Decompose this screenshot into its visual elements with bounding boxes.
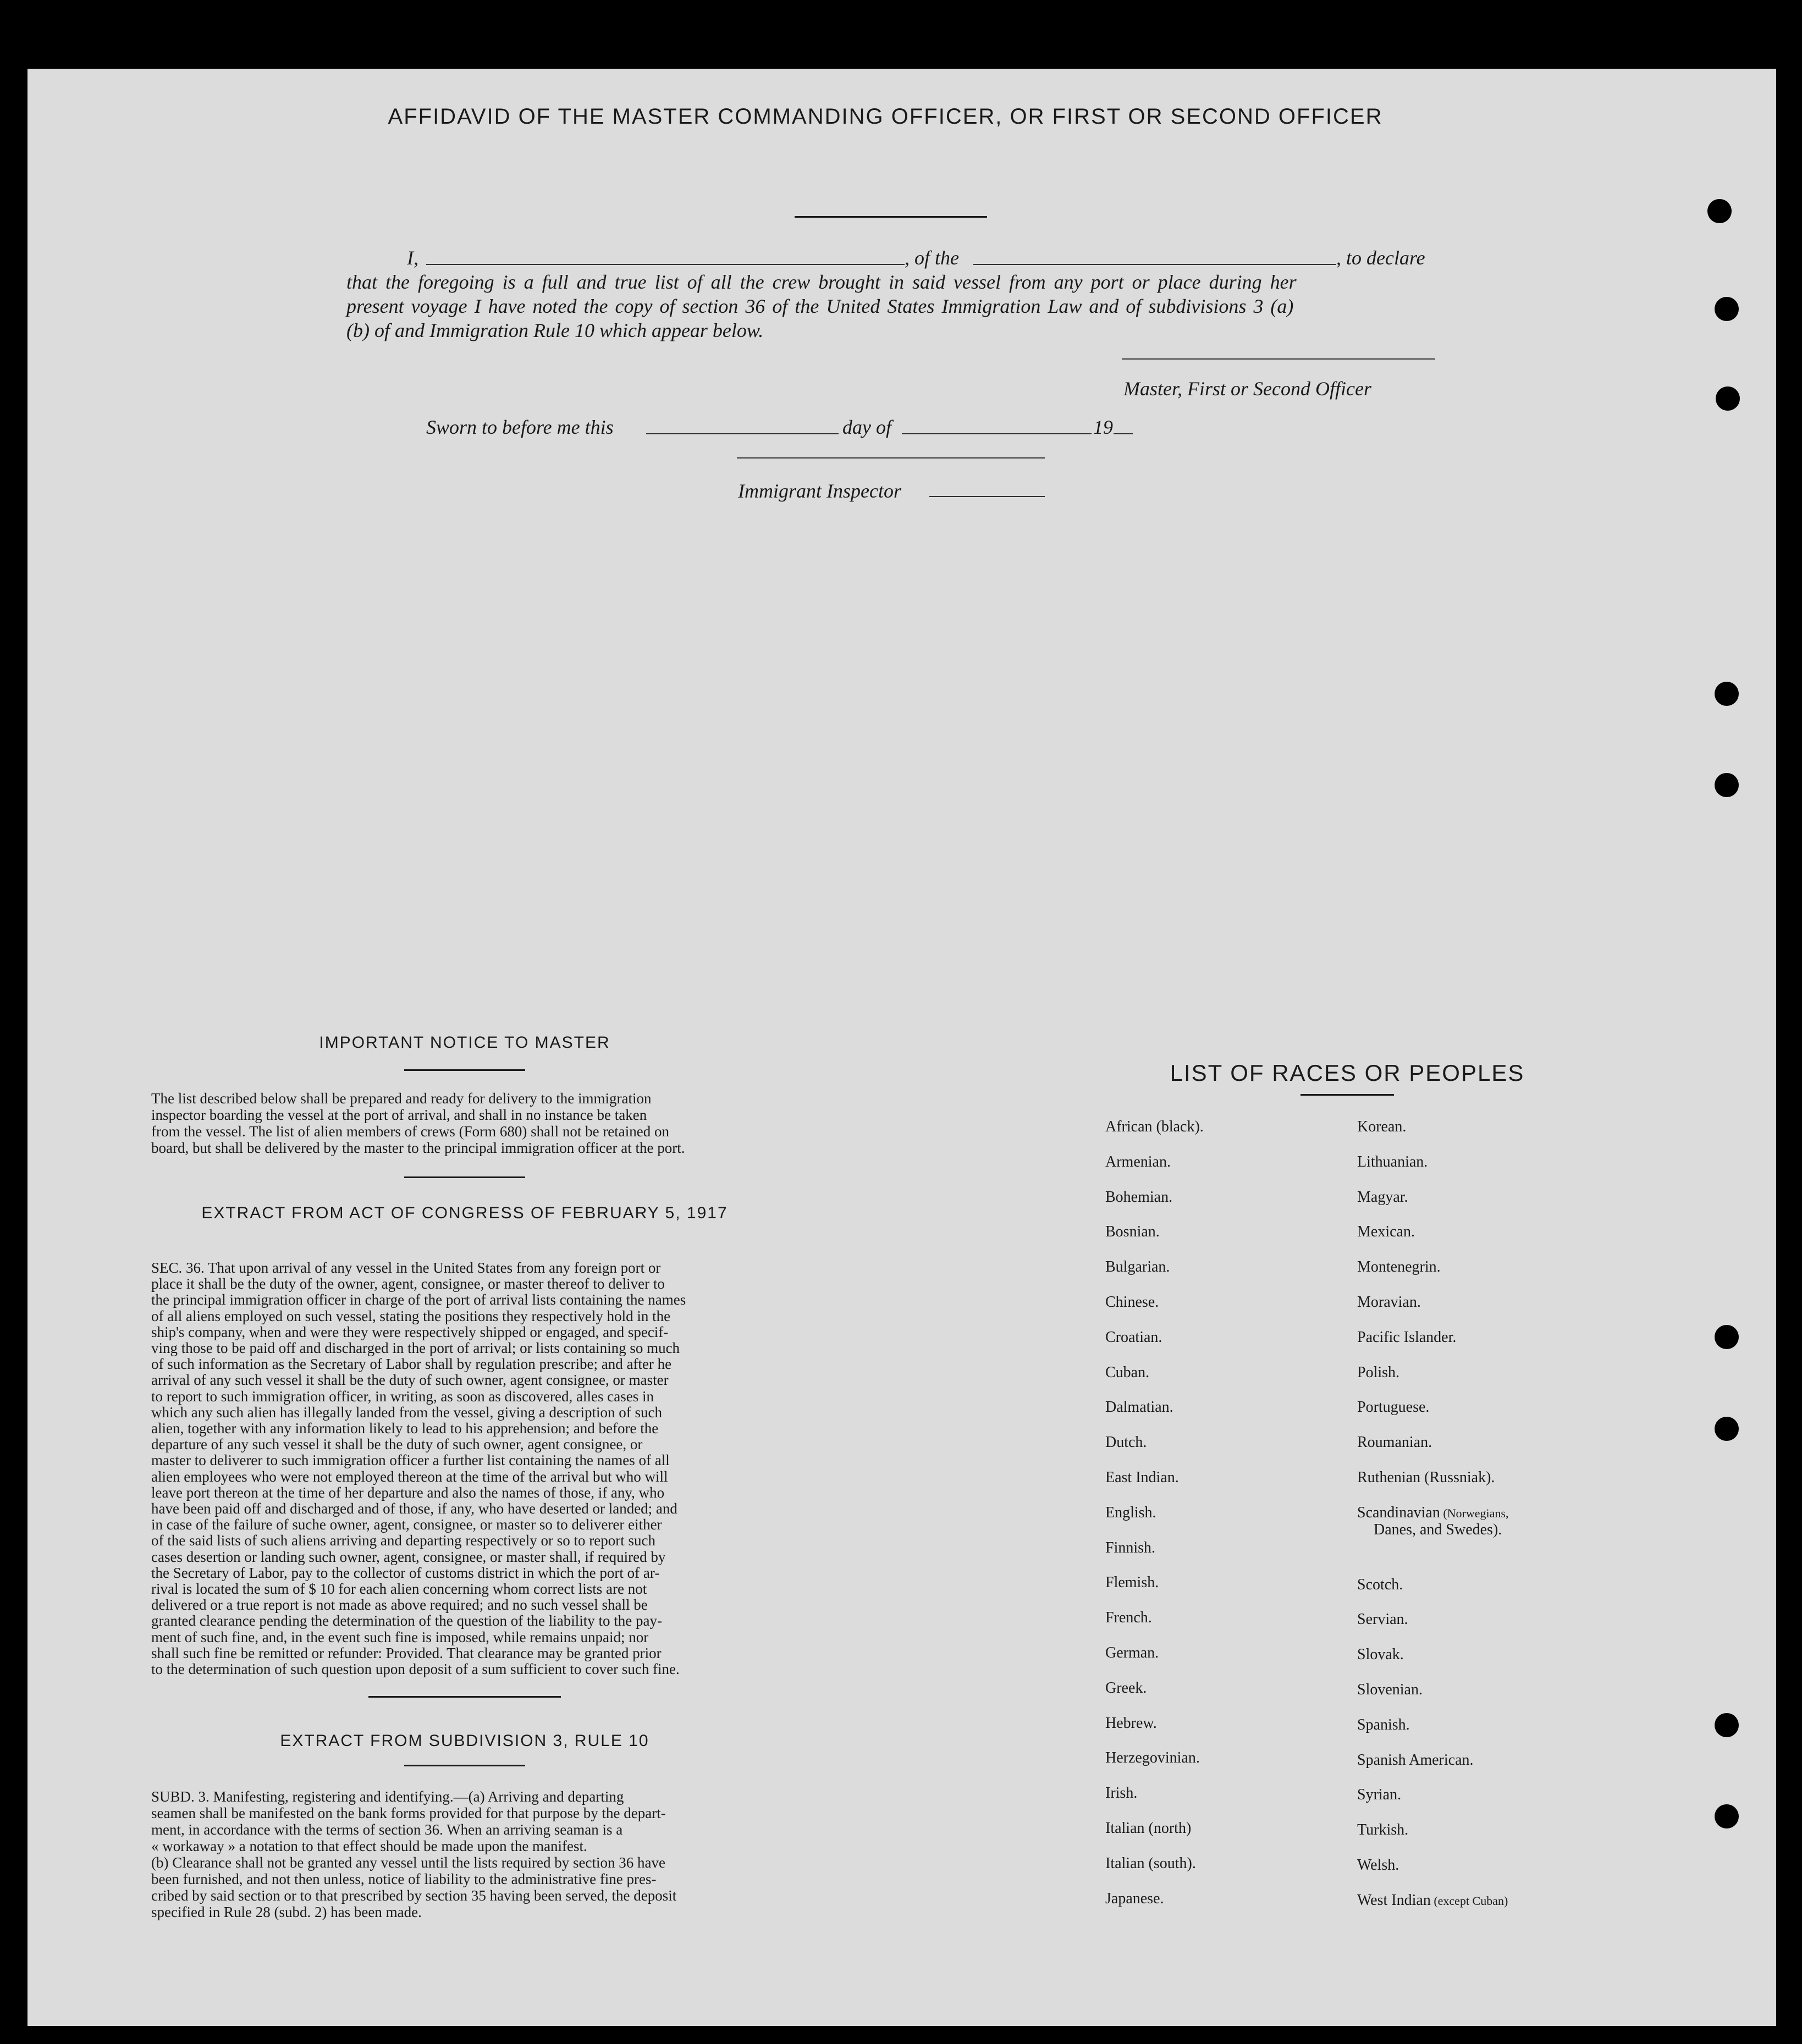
race-item bbox=[1357, 1154, 1428, 1170]
race-item bbox=[1357, 1577, 1403, 1593]
text-line: cribed by said section or to that prescribed by section 35 having been served, the deposit bbox=[151, 1887, 677, 1904]
race-item bbox=[1357, 1329, 1456, 1346]
text-line: in case of the failure of suche owner, agent, consignee, or master so to deliverer either bbox=[151, 1516, 662, 1533]
race-item bbox=[1357, 1189, 1408, 1206]
race-item bbox=[1357, 1717, 1410, 1733]
punch-hole bbox=[1715, 1713, 1739, 1737]
text-line: inspector boarding the vessel at the port of arrival, and shall in no instance be taken bbox=[151, 1107, 647, 1123]
race-item: Italian (south). bbox=[1105, 1854, 1196, 1872]
signer-title: Master, First or Second Officer bbox=[1123, 378, 1371, 400]
inspector-label: Immigrant Inspector bbox=[738, 480, 901, 502]
race-item: Finnish. bbox=[1105, 1539, 1156, 1556]
text-line: seamen shall be manifested on the bank forms provided for that purpose by the depart- bbox=[151, 1805, 666, 1821]
race-item bbox=[1357, 1892, 1508, 1909]
text-line: The list described below shall be prepared and ready for delivery to the immigration bbox=[151, 1090, 652, 1107]
text-line: departure of any such vessel it shall be the duty of such owner, agent consignee, or bbox=[151, 1436, 643, 1453]
race-item bbox=[1357, 1822, 1408, 1838]
race-item: Bosnian. bbox=[1105, 1223, 1160, 1241]
races-rule bbox=[1300, 1094, 1394, 1096]
notice-rule bbox=[404, 1069, 525, 1071]
text-line: have been paid off and discharged and of those, if any, who have deserted or landed; and bbox=[151, 1500, 677, 1517]
race-item: Flemish. bbox=[1105, 1574, 1159, 1592]
race-label: Korean. bbox=[1357, 1118, 1407, 1135]
race-label: West Indian bbox=[1357, 1891, 1431, 1909]
race-item bbox=[1357, 1470, 1495, 1486]
punch-hole bbox=[1715, 682, 1739, 706]
affidavit-line-of: , of the bbox=[905, 247, 959, 269]
race-label: Scandinavian bbox=[1357, 1504, 1440, 1521]
race-item: Croatian. bbox=[1105, 1328, 1162, 1346]
text-line: ment of such fine, and, in the event such fine is imposed, while remains unpaid; nor bbox=[151, 1628, 649, 1645]
race-label: Welsh. bbox=[1357, 1856, 1399, 1874]
year-blank[interactable] bbox=[1114, 433, 1133, 434]
race-item: Irish. bbox=[1105, 1785, 1138, 1802]
text-line: « workaway » a notation to that effect should be made upon the manifest. bbox=[151, 1838, 587, 1854]
race-note-continued: Danes, and Swedes). bbox=[1374, 1521, 1502, 1538]
race-item bbox=[1357, 1857, 1399, 1874]
race-item bbox=[1357, 1505, 1508, 1538]
affidavit-line-declare: , to declare bbox=[1336, 247, 1425, 269]
race-label: Lithuanian. bbox=[1357, 1153, 1428, 1170]
race-item bbox=[1357, 1434, 1432, 1451]
race-label: Roumanian. bbox=[1357, 1434, 1432, 1451]
text-line: the Secretary of Labor, pay to the collector of customs district in which the port of ar- bbox=[151, 1564, 660, 1581]
race-label: Mexican. bbox=[1357, 1223, 1415, 1241]
race-item: Japanese. bbox=[1105, 1890, 1164, 1907]
race-item bbox=[1357, 1752, 1474, 1769]
text-line: specified in Rule 28 (subd. 2) has been made. bbox=[151, 1904, 422, 1920]
title-rule bbox=[795, 216, 987, 218]
race-item: Bohemian. bbox=[1105, 1188, 1173, 1206]
race-item: English. bbox=[1105, 1504, 1156, 1521]
text-line: granted clearance pending the determination of the question of the liability to the pay- bbox=[151, 1612, 662, 1629]
affidavit-line-4: (b) of and Immigration Rule 10 which appear below. bbox=[346, 319, 764, 341]
year-label: 19 bbox=[1093, 416, 1113, 438]
act-text bbox=[151, 1260, 795, 1677]
race-item: German. bbox=[1105, 1644, 1159, 1661]
name-blank[interactable] bbox=[426, 264, 905, 265]
race-label: Ruthenian (Russniak). bbox=[1357, 1469, 1495, 1486]
race-item bbox=[1357, 1294, 1421, 1311]
race-label: Spanish. bbox=[1357, 1716, 1410, 1733]
text-line: leave port thereon at the time of her departure and also the names of those, if any, who bbox=[151, 1484, 665, 1501]
text-line: alien, together with any information likely to lead to his apprehension; and before the bbox=[151, 1420, 659, 1437]
text-line: ving those to be paid off and discharged in the port of arrival; or lists containing so much bbox=[151, 1340, 680, 1357]
race-item: Italian (north) bbox=[1105, 1820, 1192, 1837]
text-line: ment, in accordance with the terms of section 36. When an arriving seaman is a bbox=[151, 1821, 623, 1838]
act-rule bbox=[404, 1176, 525, 1178]
notice-heading: IMPORTANT NOTICE TO MASTER bbox=[319, 1034, 610, 1052]
race-label: Montenegrin. bbox=[1357, 1258, 1441, 1276]
punch-hole bbox=[1715, 773, 1739, 797]
race-item: Chinese. bbox=[1105, 1294, 1159, 1311]
rule-text bbox=[151, 1788, 795, 1920]
text-line: rival is located the sum of $ 10 for each alien concerning whom correct lists are not bbox=[151, 1581, 647, 1598]
text-line: to report to such immigration officer, in writing, as soon as discovered, alles cases in bbox=[151, 1388, 654, 1405]
text-line: place it shall be the duty of the owner, agent, consignee, or master thereof to deliver to bbox=[151, 1275, 665, 1292]
race-item bbox=[1357, 1364, 1399, 1381]
inspector-signature-line[interactable] bbox=[737, 457, 1045, 458]
race-label: Polish. bbox=[1357, 1363, 1400, 1381]
races-title: LIST OF RACES OR PEOPLES bbox=[1170, 1060, 1525, 1086]
race-item: Armenian. bbox=[1105, 1153, 1171, 1170]
day-of-label: day of bbox=[842, 416, 891, 438]
notice-text bbox=[151, 1090, 795, 1156]
race-item bbox=[1357, 1647, 1404, 1663]
rule-separator bbox=[368, 1696, 561, 1698]
text-line: of the said lists of such aliens arriving and departing respectively or so to report such bbox=[151, 1532, 656, 1549]
race-item: Cuban. bbox=[1105, 1363, 1150, 1381]
text-line: the principal immigration officer in charge of the port of arrival lists containing the names bbox=[151, 1291, 686, 1308]
race-item: French. bbox=[1105, 1609, 1152, 1627]
race-label: Magyar. bbox=[1357, 1188, 1408, 1206]
text-line: delivered or a true report is not made as above required; and no such vessel shall be bbox=[151, 1596, 648, 1614]
race-label: Slovak. bbox=[1357, 1646, 1404, 1664]
race-item bbox=[1357, 1399, 1429, 1416]
affidavit-line-2: that the foregoing is a full and true list of all the crew brought in said vessel from any port or place during her bbox=[346, 271, 1297, 293]
race-label: Moravian. bbox=[1357, 1294, 1421, 1311]
punch-hole bbox=[1715, 1804, 1739, 1828]
race-label: Servian. bbox=[1357, 1611, 1408, 1628]
text-line: been furnished, and not then unless, notice of liability to the administrative fine pres- bbox=[151, 1871, 657, 1887]
affidavit-title: AFFIDAVID OF THE MASTER COMMANDING OFFICER, OR FIRST OR SECOND OFFICER bbox=[388, 104, 1383, 129]
punch-hole bbox=[1716, 386, 1740, 411]
punch-hole bbox=[1707, 199, 1732, 223]
race-label: Scotch. bbox=[1357, 1576, 1403, 1593]
month-blank[interactable] bbox=[902, 433, 1092, 434]
rule-underline bbox=[404, 1765, 525, 1766]
race-note: (Norwegians, bbox=[1440, 1506, 1509, 1520]
punch-hole bbox=[1715, 1417, 1739, 1441]
signature-line[interactable] bbox=[1122, 358, 1435, 360]
text-line: alien employees who were not employed thereon at the time of the arrival but who will bbox=[151, 1468, 668, 1485]
race-item bbox=[1357, 1259, 1441, 1275]
text-line: cases desertion or landing such owner, agent, consignee, or master shall, if required by bbox=[151, 1548, 666, 1565]
punch-hole bbox=[1715, 1325, 1739, 1349]
race-item: East Indian. bbox=[1105, 1469, 1179, 1486]
text-line: of such information as the Secretary of Labor shall by regulation prescribe; and after he bbox=[151, 1356, 672, 1373]
affidavit-line-3: present voyage I have noted the copy of section 36 of the United States Immigration Law and of subdivisions 3 (a) bbox=[346, 295, 1294, 317]
text-line: ship's company, when and were they were respectively shipped or engaged, and specif- bbox=[151, 1323, 669, 1340]
race-item bbox=[1357, 1682, 1423, 1698]
race-item: Greek. bbox=[1105, 1679, 1147, 1697]
rule-heading: EXTRACT FROM SUBDIVISION 3, RULE 10 bbox=[280, 1732, 649, 1750]
race-item: Hebrew. bbox=[1105, 1714, 1157, 1732]
race-item: African (black). bbox=[1105, 1118, 1204, 1135]
race-item: Bulgarian. bbox=[1105, 1258, 1170, 1276]
race-item bbox=[1357, 1224, 1415, 1240]
race-label: Slovenian. bbox=[1357, 1681, 1423, 1698]
text-line: SEC. 36. That upon arrival of any vessel in the United States from any foreign port or bbox=[151, 1259, 661, 1276]
race-label: Turkish. bbox=[1357, 1821, 1409, 1839]
vessel-blank[interactable] bbox=[973, 264, 1336, 265]
text-line: SUBD. 3. Manifesting, registering and identifying.—(a) Arriving and departing bbox=[151, 1788, 624, 1805]
text-line: (b) Clearance shall not be granted any vessel until the lists required by section 36 have bbox=[151, 1854, 665, 1871]
text-line: from the vessel. The list of alien members of crews (Form 680) shall not be retained on bbox=[151, 1123, 670, 1140]
sworn-day-blank[interactable] bbox=[646, 433, 839, 434]
race-item: Dutch. bbox=[1105, 1434, 1147, 1451]
text-line: to the determination of such question upon deposit of a sum sufficient to cover such fine. bbox=[151, 1661, 680, 1678]
text-line: of all aliens employed on such vessel, stating the positions they respectively hold in the bbox=[151, 1307, 671, 1324]
affidavit-line-i: I, bbox=[407, 247, 418, 269]
text-line: shall such fine be remitted or refunder: Provided. That clearance may be granted prior bbox=[151, 1644, 662, 1661]
race-item bbox=[1357, 1787, 1401, 1803]
race-note: (except Cuban) bbox=[1430, 1893, 1508, 1908]
race-label: Pacific Islander. bbox=[1357, 1328, 1457, 1346]
punch-hole bbox=[1715, 297, 1739, 321]
text-line: which any such alien has illegally landed from the vessel, giving a description of such bbox=[151, 1404, 663, 1421]
text-line: arrival of any such vessel it shall be the duty of such owner, agent consignee, or master bbox=[151, 1372, 669, 1389]
sworn-label: Sworn to before me this bbox=[426, 416, 614, 438]
race-label: Spanish American. bbox=[1357, 1751, 1474, 1769]
text-line: master to deliverer to such immigration officer a further list containing the names of all bbox=[151, 1452, 670, 1469]
text-line: board, but shall be delivered by the master to the principal immigration officer at the port. bbox=[151, 1140, 685, 1156]
race-label: Portuguese. bbox=[1357, 1399, 1430, 1416]
race-item bbox=[1357, 1611, 1408, 1628]
race-item bbox=[1357, 1119, 1406, 1135]
inspector-blank[interactable] bbox=[929, 496, 1045, 497]
race-label: Syrian. bbox=[1357, 1786, 1402, 1804]
act-heading: EXTRACT FROM ACT OF CONGRESS OF FEBRUARY 5, 1917 bbox=[201, 1204, 728, 1222]
race-item: Herzegovinian. bbox=[1105, 1749, 1200, 1767]
race-item: Dalmatian. bbox=[1105, 1399, 1173, 1416]
